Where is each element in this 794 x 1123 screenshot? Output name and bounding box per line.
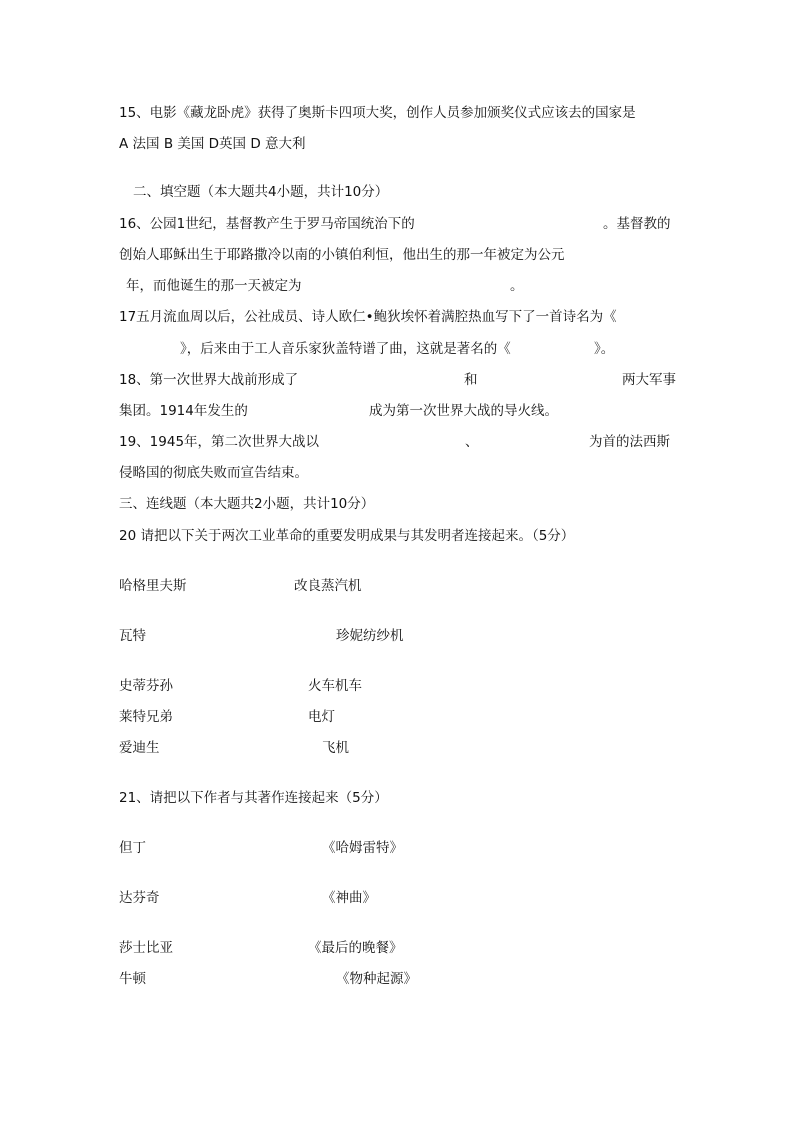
question-18-part1: 18、第一次世界大战前形成了 [119,372,299,388]
q20-inventor-1: 哈格里夫斯 [119,578,187,594]
question-15-text: 15、电影《藏龙卧虎》获得了奥斯卡四项大奖，创作人员参加颁奖仪式应该去的国家是 [119,105,636,121]
q21-author-2: 达芬奇 [119,890,160,906]
question-21-title: 21、请把以下作者与其著作连接起来（5分） [119,790,388,806]
q20-inventor-2: 瓦特 [119,628,146,644]
section-3-title: 三、连线题（本大题共2小题，共计10分） [119,496,375,512]
q20-invention-2: 珍妮纺纱机 [336,628,404,644]
question-18-part5: 成为第一次世界大战的导火线。 [369,403,558,419]
q21-work-2: 《神曲》 [322,890,376,906]
question-19-part4: 侵略国的彻底失败而宣告结束。 [119,465,308,481]
question-19-part1: 19、1945年，第二次世界大战以 [119,434,320,450]
question-17-part3: 》。 [594,341,615,357]
q20-inventor-4: 莱特兄弟 [119,709,173,725]
q21-work-3: 《最后的晚餐》 [308,940,403,956]
q21-work-4: 《物种起源》 [336,971,417,987]
section-2-title: 二、填空题（本大题共4小题，共计10分） [133,184,389,200]
question-15-options: A 法国 B 美国 D英国 D 意大利 [119,136,306,152]
q21-author-1: 但丁 [119,840,146,856]
question-16-part3: 年，而他诞生的那一天被定为 [126,278,302,294]
question-18-part3: 两大军事 [622,372,676,388]
question-16-part2: 。基督教的 [603,216,671,232]
q20-invention-4: 电灯 [308,709,335,725]
question-19-part2: 、 [465,434,479,450]
question-20-title: 20 请把以下关于两次工业革命的重要发明成果与其发明者连接起来。（5分） [119,528,575,544]
question-17-part1: 17五月流血周以后，公社成员、诗人欧仁•鲍狄埃怀着满腔热血写下了一首诗名为《 [119,309,617,325]
question-18-part4: 集团。1914年发生的 [119,403,248,419]
q20-invention-3: 火车机车 [308,678,362,694]
q20-invention-1: 改良蒸汽机 [294,578,362,594]
q21-work-1: 《哈姆雷特》 [322,840,403,856]
q20-inventor-3: 史蒂芬孙 [119,678,173,694]
q20-inventor-5: 爱迪生 [119,740,160,756]
question-16-line2: 创始人耶稣出生于耶路撒冷以南的小镇伯利恒，他出生的那一年被定为公元 [119,247,565,263]
question-16-part1: 16、公园1世纪，基督教产生于罗马帝国统治下的 [119,216,415,232]
question-16-part4: 。 [510,278,524,294]
q21-author-3: 莎士比亚 [119,940,173,956]
q21-author-4: 牛顿 [119,971,146,987]
q20-invention-5: 飞机 [322,740,349,756]
question-18-part2: 和 [464,372,478,388]
question-17-part2: 》，后来由于工人音乐家狄盖特谱了曲，这就是著名的《 [180,341,511,357]
question-19-part3: 为首的法西斯 [589,434,670,450]
